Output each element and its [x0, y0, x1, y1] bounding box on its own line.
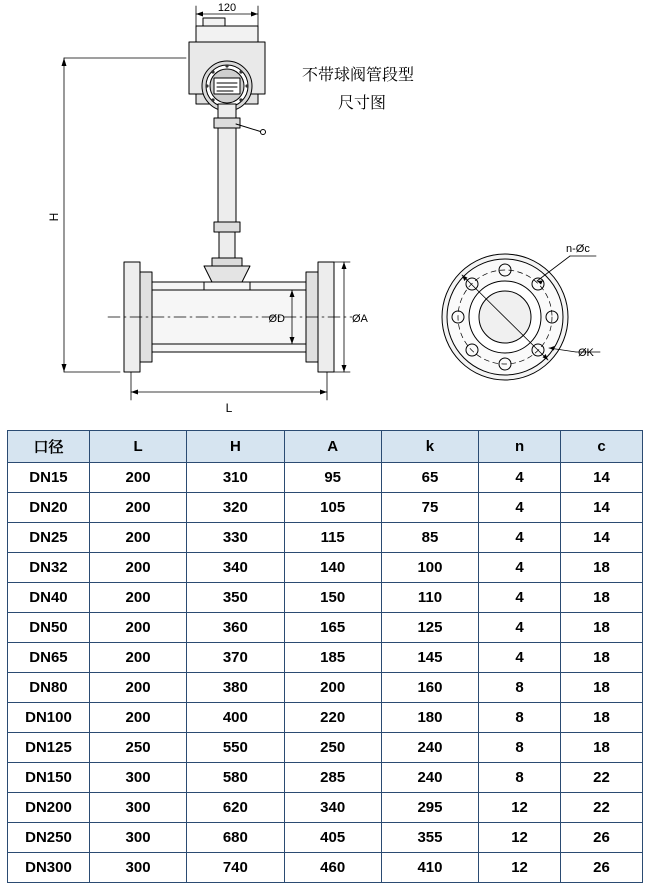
table-cell: 22: [561, 763, 643, 793]
label-bore-dia: ØD: [268, 313, 285, 325]
table-cell: 110: [381, 583, 478, 613]
table-cell: 300: [89, 763, 186, 793]
table-cell: 300: [89, 823, 186, 853]
table-cell: 400: [187, 703, 284, 733]
table-cell-dn: DN250: [8, 823, 90, 853]
table-cell: 410: [381, 853, 478, 883]
table-cell: 300: [89, 853, 186, 883]
label-bolt-hole: n-Øc: [566, 243, 590, 255]
table-cell: 350: [187, 583, 284, 613]
table-cell-dn: DN50: [8, 613, 90, 643]
table-cell: 8: [479, 733, 561, 763]
table-header-cell: H: [187, 431, 284, 463]
table-cell: 200: [89, 463, 186, 493]
table-row: [8, 823, 643, 853]
table-cell: 250: [89, 733, 186, 763]
table-body: [8, 463, 643, 883]
table-cell: 75: [381, 493, 478, 523]
l-dimension: [131, 372, 327, 400]
table-cell-dn: DN32: [8, 553, 90, 583]
table-header-cell: 口径: [8, 431, 90, 463]
table-cell: 200: [89, 553, 186, 583]
table-cell: 4: [479, 523, 561, 553]
dimension-table: [7, 430, 643, 883]
table-cell: 85: [381, 523, 478, 553]
drawing-caption-line2: 尺寸图: [338, 95, 387, 112]
table-header-cell: A: [284, 431, 381, 463]
table-cell: 150: [284, 583, 381, 613]
table-cell: 18: [561, 553, 643, 583]
table-cell: 240: [381, 763, 478, 793]
label-flange-dia: ØA: [352, 313, 368, 325]
table-cell: 200: [89, 643, 186, 673]
table-cell: 100: [381, 553, 478, 583]
table-row: [8, 763, 643, 793]
table-header-row: [8, 431, 643, 463]
table-row: [8, 493, 643, 523]
table-cell: 240: [381, 733, 478, 763]
sensor-stem: [204, 104, 266, 282]
table-cell: 200: [89, 673, 186, 703]
table-cell: 14: [561, 523, 643, 553]
table-cell: 620: [187, 793, 284, 823]
table-cell: 165: [284, 613, 381, 643]
table-header-cell: n: [479, 431, 561, 463]
table-cell: 18: [561, 613, 643, 643]
table-cell: 680: [187, 823, 284, 853]
table-cell: 12: [479, 793, 561, 823]
table-row: [8, 553, 643, 583]
table-cell: 105: [284, 493, 381, 523]
table-row: [8, 463, 643, 493]
table-cell: 200: [89, 613, 186, 643]
table-cell: 355: [381, 823, 478, 853]
table-row: [8, 703, 643, 733]
label-length: L: [225, 401, 233, 415]
table-cell: 18: [561, 583, 643, 613]
table-header-cell: c: [561, 431, 643, 463]
table-cell: 340: [284, 793, 381, 823]
table-cell: 65: [381, 463, 478, 493]
table-cell-dn: DN200: [8, 793, 90, 823]
table-cell-dn: DN20: [8, 493, 90, 523]
label-height: H: [47, 212, 61, 222]
table-cell: 380: [187, 673, 284, 703]
table-cell: 200: [89, 703, 186, 733]
table-cell-dn: DN40: [8, 583, 90, 613]
table-cell: 740: [187, 853, 284, 883]
table-cell-dn: DN80: [8, 673, 90, 703]
table-cell: 14: [561, 493, 643, 523]
table-cell: 4: [479, 583, 561, 613]
table-row: [8, 793, 643, 823]
table-cell: 26: [561, 853, 643, 883]
table-cell: 405: [284, 823, 381, 853]
table-cell-dn: DN65: [8, 643, 90, 673]
table-cell: 4: [479, 643, 561, 673]
table-cell: 370: [187, 643, 284, 673]
table-row: [8, 733, 643, 763]
table-cell: 295: [381, 793, 478, 823]
table-cell: 125: [381, 613, 478, 643]
table-cell-dn: DN25: [8, 523, 90, 553]
table-cell: 185: [284, 643, 381, 673]
table-cell: 12: [479, 823, 561, 853]
table-cell: 285: [284, 763, 381, 793]
table-cell: 200: [89, 493, 186, 523]
table-cell: 360: [187, 613, 284, 643]
table-cell: 18: [561, 673, 643, 703]
table-cell: 8: [479, 763, 561, 793]
table-row: [8, 523, 643, 553]
table-row: [8, 853, 643, 883]
table-cell: 8: [479, 673, 561, 703]
table-cell: 220: [284, 703, 381, 733]
table-cell: 26: [561, 823, 643, 853]
table-header-cell: k: [381, 431, 478, 463]
table-cell-dn: DN15: [8, 463, 90, 493]
table-cell: 145: [381, 643, 478, 673]
table-cell-dn: DN125: [8, 733, 90, 763]
table-cell: 95: [284, 463, 381, 493]
table-cell: 4: [479, 493, 561, 523]
table-cell: 200: [89, 583, 186, 613]
table-cell: 8: [479, 703, 561, 733]
table-cell: 18: [561, 703, 643, 733]
table-cell: 550: [187, 733, 284, 763]
table-cell: 18: [561, 643, 643, 673]
table-cell: 160: [381, 673, 478, 703]
table-cell: 12: [479, 853, 561, 883]
table-cell: 14: [561, 463, 643, 493]
table-cell: 115: [284, 523, 381, 553]
table-cell: 180: [381, 703, 478, 733]
table-cell: 4: [479, 613, 561, 643]
table-cell: 320: [187, 493, 284, 523]
table-cell-dn: DN100: [8, 703, 90, 733]
transmitter-housing: [189, 18, 265, 111]
table-cell: 140: [284, 553, 381, 583]
table-cell: 22: [561, 793, 643, 823]
table-cell: 300: [89, 793, 186, 823]
table-cell: 250: [284, 733, 381, 763]
table-cell: 4: [479, 463, 561, 493]
table-cell: 18: [561, 733, 643, 763]
table-row: [8, 643, 643, 673]
table-cell: 330: [187, 523, 284, 553]
table-cell: 580: [187, 763, 284, 793]
table-cell: 460: [284, 853, 381, 883]
drawing-caption-line1: 不带球阀管段型: [302, 67, 415, 84]
label-bolt-circle: ØK: [578, 347, 594, 359]
flange-face-view: [442, 254, 568, 380]
table-row: [8, 613, 643, 643]
table-cell: 310: [187, 463, 284, 493]
table-header-cell: L: [89, 431, 186, 463]
table-cell: 4: [479, 553, 561, 583]
table-cell-dn: DN300: [8, 853, 90, 883]
table-cell-dn: DN150: [8, 763, 90, 793]
table-row: [8, 673, 643, 703]
table-row: [8, 583, 643, 613]
table-cell: 200: [284, 673, 381, 703]
table-cell: 340: [187, 553, 284, 583]
technical-drawing: [0, 0, 650, 430]
table-cell: 200: [89, 523, 186, 553]
label-top-width: 120: [217, 2, 237, 14]
